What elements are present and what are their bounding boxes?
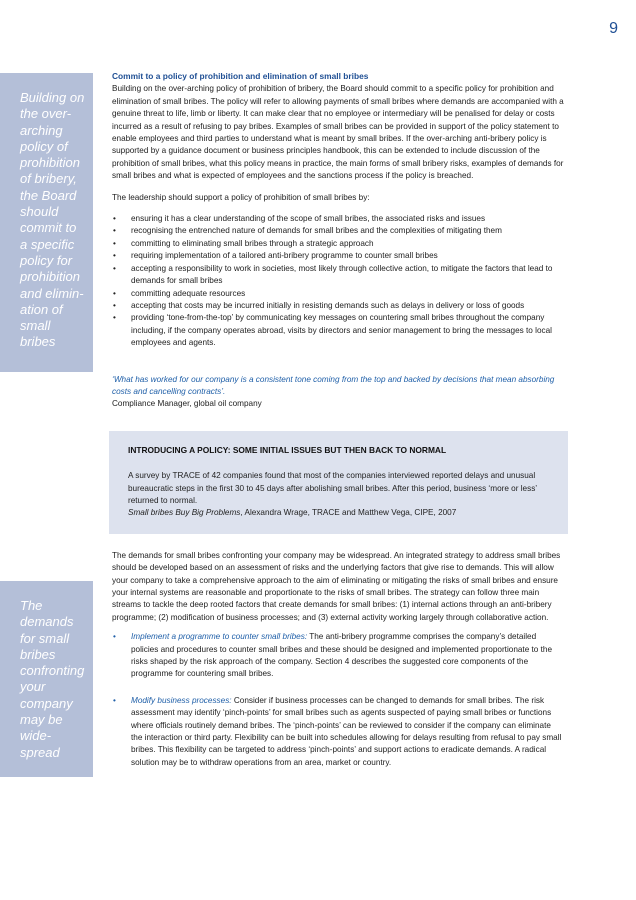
list-item: • providing ‘tone-from-the-top’ by communicating key messages on countering small bribes throughout the company including, if the company operates abroad, visits by directors and senior management to bring the messages to local employees and agents. [112, 312, 564, 349]
leadership-bullet-list [112, 213, 564, 349]
list-item: • recognising the entrenched nature of demands for small bribes and the complexities of mitigating them [112, 225, 564, 237]
item-text: The anti-bribery programme comprises the company’s detailed policies and procedures to counter small bribes and these should be designed and implemented proportionate to the risks shaped by the risk approach of the company. Section 4 describes the suggested core components of the programme for countering small bribes. [131, 632, 553, 679]
sidebar-pull-quote: The demands for small bribes confronting your company may be wide-spread [0, 581, 93, 777]
source-authors: , Alexandra Wrage, TRACE and Matthew Vega, CIPE, 2007 [240, 508, 457, 518]
list-item [112, 631, 564, 681]
case-study-box [109, 431, 568, 534]
list-item: • accepting that costs may be incurred initially in resisting demands such as delays in delivery or loss of goods [112, 300, 564, 312]
section-heading: Commit to a policy of prohibition and elimination of small bribes [112, 71, 369, 81]
leadership-intro: The leadership should support a policy of prohibition of small bribes by: [112, 192, 370, 202]
source-title: Small bribes Buy Big Problems [128, 508, 241, 518]
page-number: 9 [609, 20, 618, 37]
box-title: INTRODUCING A POLICY: SOME INITIAL ISSUES BUT THEN BACK TO NORMAL [128, 444, 447, 455]
quote-text: ‘What has worked for our company is a consistent tone coming from the top and backed by decisions that mean absorbing costs and cancelling contracts’. [112, 374, 555, 396]
item-lead: Modify business processes: [131, 695, 232, 705]
item-text: Consider if business processes can be changed to demands for small bribes. The risk assessment may identify ‘pinch-points’ for small bribes such as agents suspected of paying small bribes or functions where officials routinely demand bribes. The ‘pinch-points’ can be reviewed to consider if the company can eliminate the interaction or third party. Flexibility can be built into schedules allowing for delays resulting from refusal to pay small bribes. This flexibility can be targeted to address ‘pinch-points’ and support actions to eradicate demands. A radical solution may be to withdraw operations from an area, market or country. [131, 695, 562, 767]
box-body: A survey by TRACE of 42 companies found that most of the companies interviewed reported delays and unusual bureaucratic steps in the first 30 to 45 days after abolishing small bribes. After this period, business ‘more or less’ returned to normal. [128, 471, 537, 505]
strategy-paragraph: The demands for small bribes confronting your company may be widespread. An integrated strategy to address small bribes should be developed based on an assessment of risks and the underlying factors that give rise to demands. This will allow your company to take a comprehensive approach to the aim of eliminating or mitigating the risks of small bribes and ensure your internal systems are reasonable and proportionate to the risks of small bribes. The strategy can follow three main streams to tackle the deep rooted factors that create demands for small bribes: (1) internal actions through an anti-bribery programme; (2) modification of business processes; and (3) external activity working largely through collaborative action. [112, 550, 561, 622]
intro-paragraph: Building on the over-arching policy of prohibition of bribery, the Board should commit to a specific policy for prohibition and elimination of small bribes. The policy will refer to allowing payments of small bribes where demands are accompanied with a genuine threat to life, limb or liberty. It can make clear that no employee or intermediary will be penalised for delay or costs incurred as a result of refusing to pay bribes. Examples of small bribes can be provided in support of the policy statement to enable employees and third parties to understand what is meant by small bribes. If the over-arching anti-bribery policy is supported by a guidance document or business principles handbook, this can be extended to include discussion of the prohibition of small bribes, what this policy means in practice, the main forms of small bribery risks, examples of demands for small bribes and what is expected of employees and the sanctions process if the policy is breached. [112, 84, 564, 181]
list-item [112, 695, 564, 769]
list-item: • requiring implementation of a tailored anti-bribery programme to counter small bribes [112, 250, 564, 262]
strategy-list [112, 631, 564, 769]
list-item: • accepting a responsibility to work in societies, most likely through collective action, to mitigate the factors that lead to demands for small bribes [112, 263, 564, 288]
list-item: • committing adequate resources [112, 288, 564, 300]
box-source [128, 507, 550, 519]
list-item: • committing to eliminating small bribes through a strategic approach [112, 238, 564, 250]
main-content [112, 70, 564, 783]
quote-attribution: Compliance Manager, global oil company [112, 399, 262, 409]
sidebar-pull-quote: Building on the over-arching policy of prohibition of bribery, the Board should commit to a specific policy for prohibition and elimin-ation of small bribes [0, 73, 93, 372]
item-lead: Implement a programme to counter small bribes: [131, 632, 308, 642]
list-item: • ensuring it has a clear understanding of the scope of small bribes, the associated risks and issues [112, 213, 564, 225]
